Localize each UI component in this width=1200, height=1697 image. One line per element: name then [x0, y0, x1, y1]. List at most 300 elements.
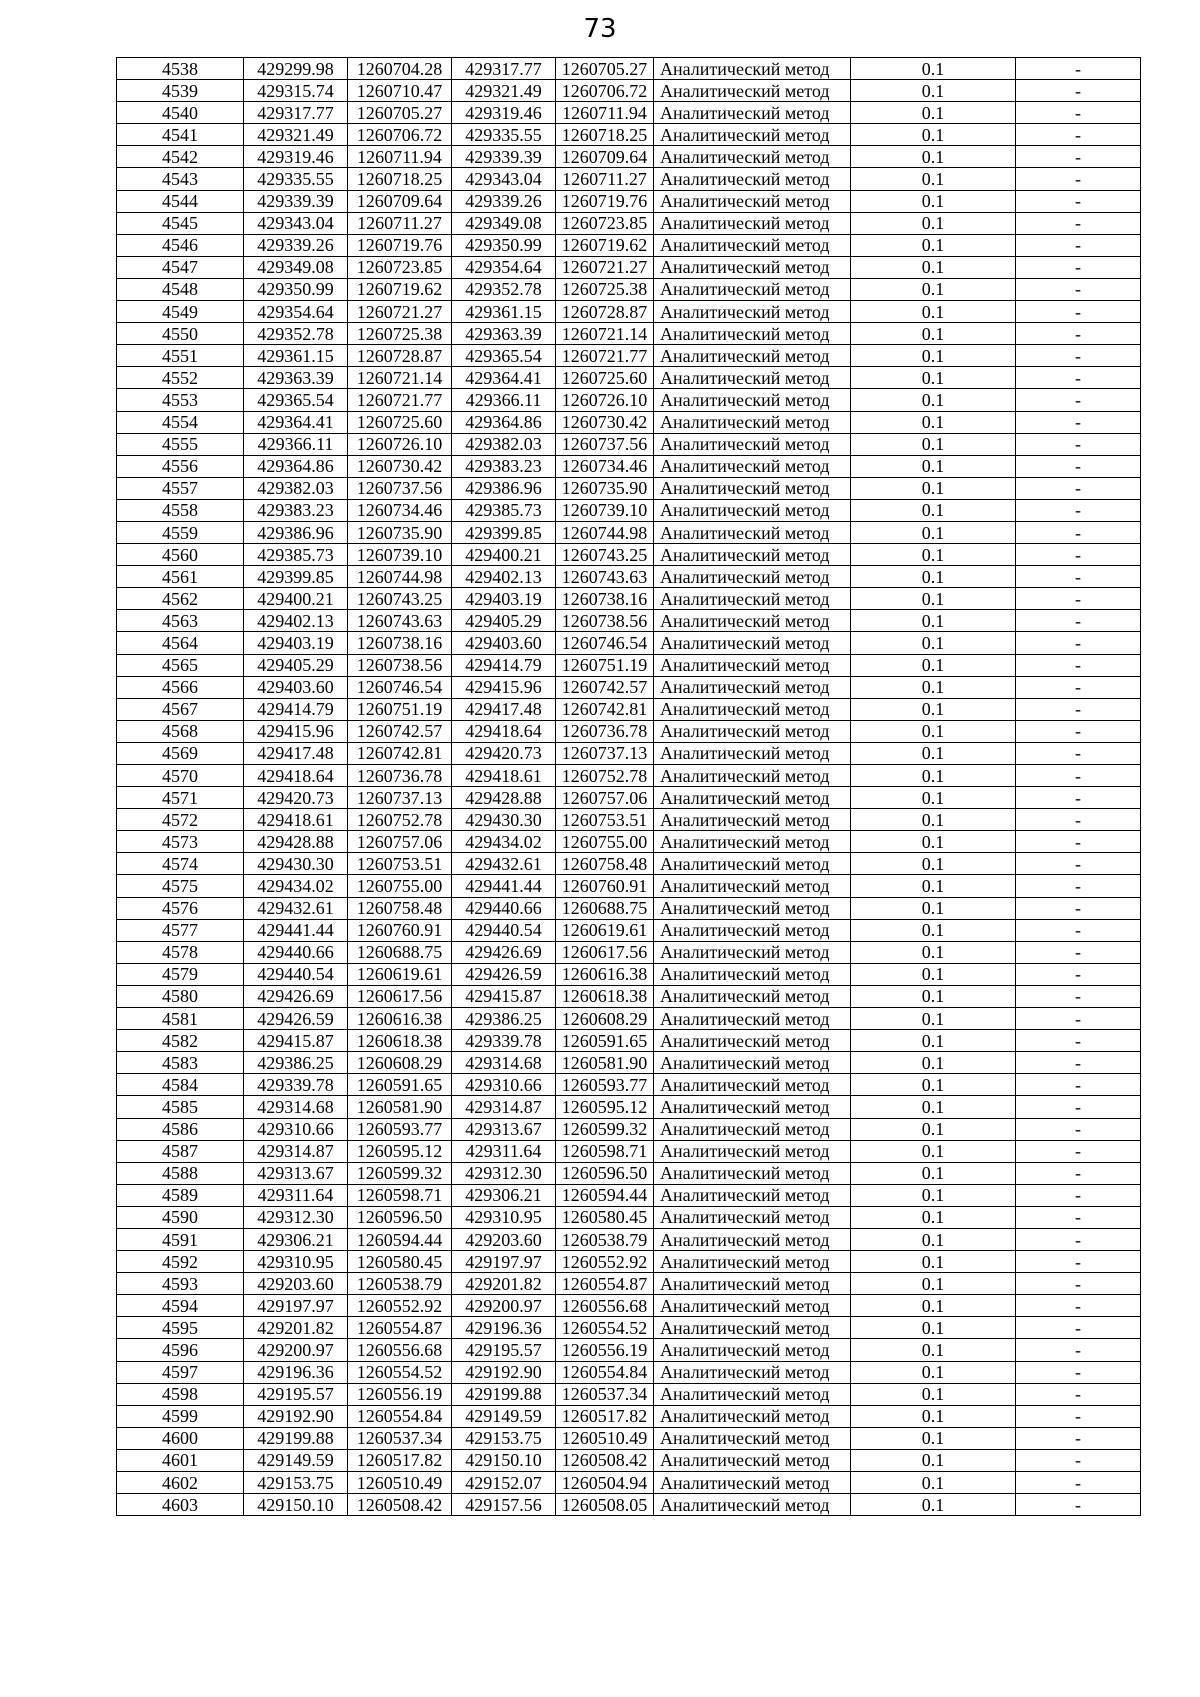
table-row: [117, 941, 1141, 963]
cell-x-end: 429339.39: [452, 146, 556, 168]
cell-y-start: 1260616.38: [348, 1008, 452, 1030]
cell-point-number: 4574: [117, 853, 244, 875]
cell-note: -: [1016, 632, 1141, 654]
cell-method: Аналитический метод: [654, 588, 851, 610]
table-row: [117, 1295, 1141, 1317]
cell-y-end: 1260554.87: [556, 1273, 654, 1295]
cell-note: -: [1016, 1140, 1141, 1162]
cell-note: -: [1016, 720, 1141, 742]
cell-y-end: 1260737.13: [556, 742, 654, 764]
cell-y-end: 1260725.38: [556, 278, 654, 300]
cell-method: Аналитический метод: [654, 323, 851, 345]
table-row: [117, 1361, 1141, 1383]
cell-x-start: 429440.54: [244, 963, 348, 985]
cell-note: -: [1016, 521, 1141, 543]
cell-method: Аналитический метод: [654, 1074, 851, 1096]
cell-note: -: [1016, 1162, 1141, 1184]
table-row: [117, 1472, 1141, 1494]
cell-accuracy: 0.1: [851, 1472, 1016, 1494]
cell-accuracy: 0.1: [851, 831, 1016, 853]
cell-note: -: [1016, 455, 1141, 477]
cell-note: -: [1016, 256, 1141, 278]
cell-point-number: 4566: [117, 676, 244, 698]
cell-x-start: 429414.79: [244, 698, 348, 720]
cell-point-number: 4585: [117, 1096, 244, 1118]
cell-y-end: 1260751.19: [556, 654, 654, 676]
cell-y-end: 1260718.25: [556, 124, 654, 146]
table-row: [117, 1074, 1141, 1096]
cell-accuracy: 0.1: [851, 278, 1016, 300]
cell-point-number: 4575: [117, 875, 244, 897]
cell-x-start: 429349.08: [244, 256, 348, 278]
table-row: [117, 58, 1141, 80]
cell-method: Аналитический метод: [654, 1427, 851, 1449]
table-row: [117, 345, 1141, 367]
cell-note: -: [1016, 765, 1141, 787]
cell-note: -: [1016, 1184, 1141, 1206]
cell-x-start: 429311.64: [244, 1184, 348, 1206]
cell-y-end: 1260760.91: [556, 875, 654, 897]
table-row: [117, 146, 1141, 168]
table-row: [117, 455, 1141, 477]
cell-x-end: 429386.96: [452, 477, 556, 499]
cell-x-end: 429350.99: [452, 234, 556, 256]
table-row: [117, 80, 1141, 102]
cell-note: -: [1016, 698, 1141, 720]
cell-y-end: 1260719.76: [556, 190, 654, 212]
table-row: [117, 212, 1141, 234]
table-row: [117, 1251, 1141, 1273]
cell-y-end: 1260736.78: [556, 720, 654, 742]
cell-y-start: 1260554.52: [348, 1361, 452, 1383]
table-row: [117, 875, 1141, 897]
cell-y-end: 1260726.10: [556, 389, 654, 411]
cell-note: -: [1016, 963, 1141, 985]
cell-x-start: 429366.11: [244, 433, 348, 455]
cell-x-end: 429400.21: [452, 544, 556, 566]
cell-accuracy: 0.1: [851, 499, 1016, 521]
cell-point-number: 4592: [117, 1251, 244, 1273]
cell-y-end: 1260556.19: [556, 1339, 654, 1361]
cell-accuracy: 0.1: [851, 787, 1016, 809]
cell-accuracy: 0.1: [851, 477, 1016, 499]
cell-x-start: 429382.03: [244, 477, 348, 499]
cell-point-number: 4565: [117, 654, 244, 676]
cell-method: Аналитический метод: [654, 1449, 851, 1471]
cell-accuracy: 0.1: [851, 1030, 1016, 1052]
cell-method: Аналитический метод: [654, 256, 851, 278]
cell-y-start: 1260737.13: [348, 787, 452, 809]
cell-method: Аналитический метод: [654, 1494, 851, 1516]
cell-y-end: 1260758.48: [556, 853, 654, 875]
cell-accuracy: 0.1: [851, 190, 1016, 212]
cell-note: -: [1016, 146, 1141, 168]
cell-accuracy: 0.1: [851, 1251, 1016, 1273]
cell-method: Аналитический метод: [654, 521, 851, 543]
cell-y-start: 1260709.64: [348, 190, 452, 212]
table-row: [117, 1449, 1141, 1471]
cell-method: Аналитический метод: [654, 1295, 851, 1317]
cell-x-start: 429335.55: [244, 168, 348, 190]
cell-point-number: 4550: [117, 323, 244, 345]
cell-point-number: 4563: [117, 610, 244, 632]
cell-method: Аналитический метод: [654, 765, 851, 787]
cell-point-number: 4543: [117, 168, 244, 190]
cell-y-end: 1260581.90: [556, 1052, 654, 1074]
cell-x-end: 429399.85: [452, 521, 556, 543]
cell-y-end: 1260746.54: [556, 632, 654, 654]
cell-y-end: 1260617.56: [556, 941, 654, 963]
cell-y-start: 1260738.16: [348, 632, 452, 654]
cell-method: Аналитический метод: [654, 168, 851, 190]
cell-y-start: 1260730.42: [348, 455, 452, 477]
cell-accuracy: 0.1: [851, 1273, 1016, 1295]
cell-y-end: 1260596.50: [556, 1162, 654, 1184]
cell-x-start: 429201.82: [244, 1317, 348, 1339]
cell-y-end: 1260738.16: [556, 588, 654, 610]
cell-x-end: 429403.60: [452, 632, 556, 654]
cell-y-end: 1260738.56: [556, 610, 654, 632]
cell-note: -: [1016, 433, 1141, 455]
cell-accuracy: 0.1: [851, 124, 1016, 146]
cell-x-start: 429314.68: [244, 1096, 348, 1118]
cell-point-number: 4596: [117, 1339, 244, 1361]
cell-point-number: 4562: [117, 588, 244, 610]
cell-note: -: [1016, 676, 1141, 698]
cell-point-number: 4597: [117, 1361, 244, 1383]
cell-method: Аналитический метод: [654, 58, 851, 80]
cell-y-end: 1260688.75: [556, 897, 654, 919]
table-row: [117, 477, 1141, 499]
cell-point-number: 4588: [117, 1162, 244, 1184]
table-row: [117, 1405, 1141, 1427]
cell-x-start: 429440.66: [244, 941, 348, 963]
cell-x-start: 429306.21: [244, 1228, 348, 1250]
cell-x-end: 429312.30: [452, 1162, 556, 1184]
cell-y-end: 1260721.27: [556, 256, 654, 278]
cell-y-end: 1260721.77: [556, 345, 654, 367]
cell-x-end: 429319.46: [452, 102, 556, 124]
cell-accuracy: 0.1: [851, 919, 1016, 941]
cell-note: -: [1016, 1030, 1141, 1052]
table-row: [117, 278, 1141, 300]
cell-y-start: 1260737.56: [348, 477, 452, 499]
cell-x-start: 429418.61: [244, 809, 348, 831]
cell-point-number: 4561: [117, 566, 244, 588]
cell-method: Аналитический метод: [654, 1273, 851, 1295]
cell-note: -: [1016, 477, 1141, 499]
cell-method: Аналитический метод: [654, 367, 851, 389]
cell-y-start: 1260753.51: [348, 853, 452, 875]
cell-x-start: 429339.78: [244, 1074, 348, 1096]
cell-method: Аналитический метод: [654, 566, 851, 588]
cell-note: -: [1016, 742, 1141, 764]
table-row: [117, 787, 1141, 809]
cell-accuracy: 0.1: [851, 455, 1016, 477]
table-row: [117, 190, 1141, 212]
cell-y-end: 1260510.49: [556, 1427, 654, 1449]
cell-note: -: [1016, 168, 1141, 190]
cell-y-start: 1260688.75: [348, 941, 452, 963]
table-row: [117, 765, 1141, 787]
cell-x-start: 429399.85: [244, 566, 348, 588]
cell-note: -: [1016, 919, 1141, 941]
cell-x-end: 429418.61: [452, 765, 556, 787]
page-number: 73: [583, 14, 617, 44]
cell-accuracy: 0.1: [851, 256, 1016, 278]
cell-y-end: 1260595.12: [556, 1096, 654, 1118]
table-row: [117, 234, 1141, 256]
cell-y-end: 1260608.29: [556, 1008, 654, 1030]
cell-accuracy: 0.1: [851, 941, 1016, 963]
cell-method: Аналитический метод: [654, 1052, 851, 1074]
cell-y-end: 1260504.94: [556, 1472, 654, 1494]
cell-method: Аналитический метод: [654, 985, 851, 1007]
cell-x-end: 429418.64: [452, 720, 556, 742]
cell-x-end: 429365.54: [452, 345, 556, 367]
cell-note: -: [1016, 1427, 1141, 1449]
cell-point-number: 4590: [117, 1206, 244, 1228]
cell-method: Аналитический метод: [654, 1339, 851, 1361]
cell-accuracy: 0.1: [851, 1361, 1016, 1383]
cell-note: -: [1016, 809, 1141, 831]
table-row: [117, 566, 1141, 588]
table-body: [117, 58, 1141, 1516]
table-row: [117, 433, 1141, 455]
cell-y-start: 1260725.60: [348, 411, 452, 433]
cell-y-start: 1260723.85: [348, 256, 452, 278]
table-row: [117, 521, 1141, 543]
cell-y-end: 1260752.78: [556, 765, 654, 787]
cell-accuracy: 0.1: [851, 1118, 1016, 1140]
cell-accuracy: 0.1: [851, 1206, 1016, 1228]
cell-note: -: [1016, 58, 1141, 80]
cell-x-end: 429383.23: [452, 455, 556, 477]
cell-y-start: 1260599.32: [348, 1162, 452, 1184]
cell-x-end: 429203.60: [452, 1228, 556, 1250]
cell-point-number: 4539: [117, 80, 244, 102]
cell-accuracy: 0.1: [851, 1317, 1016, 1339]
cell-note: -: [1016, 831, 1141, 853]
cell-method: Аналитический метод: [654, 676, 851, 698]
table-row: [117, 897, 1141, 919]
cell-x-end: 429415.87: [452, 985, 556, 1007]
cell-accuracy: 0.1: [851, 433, 1016, 455]
cell-x-start: 429315.74: [244, 80, 348, 102]
cell-point-number: 4551: [117, 345, 244, 367]
cell-method: Аналитический метод: [654, 1405, 851, 1427]
cell-y-end: 1260709.64: [556, 146, 654, 168]
table-row: [117, 985, 1141, 1007]
cell-x-start: 429385.73: [244, 544, 348, 566]
cell-x-start: 429402.13: [244, 610, 348, 632]
cell-x-end: 429366.11: [452, 389, 556, 411]
cell-point-number: 4541: [117, 124, 244, 146]
cell-y-start: 1260742.57: [348, 720, 452, 742]
cell-method: Аналитический метод: [654, 654, 851, 676]
cell-point-number: 4589: [117, 1184, 244, 1206]
cell-accuracy: 0.1: [851, 1228, 1016, 1250]
cell-method: Аналитический метод: [654, 234, 851, 256]
cell-method: Аналитический метод: [654, 698, 851, 720]
cell-x-start: 429403.19: [244, 632, 348, 654]
cell-point-number: 4556: [117, 455, 244, 477]
cell-x-start: 429321.49: [244, 124, 348, 146]
cell-y-start: 1260556.19: [348, 1383, 452, 1405]
cell-y-end: 1260739.10: [556, 499, 654, 521]
cell-y-start: 1260705.27: [348, 102, 452, 124]
table-row: [117, 809, 1141, 831]
cell-note: -: [1016, 1008, 1141, 1030]
cell-accuracy: 0.1: [851, 1162, 1016, 1184]
cell-y-end: 1260517.82: [556, 1405, 654, 1427]
cell-accuracy: 0.1: [851, 345, 1016, 367]
cell-x-end: 429382.03: [452, 433, 556, 455]
cell-y-end: 1260743.63: [556, 566, 654, 588]
cell-note: -: [1016, 588, 1141, 610]
cell-x-end: 429339.26: [452, 190, 556, 212]
cell-x-end: 429157.56: [452, 1494, 556, 1516]
cell-y-end: 1260593.77: [556, 1074, 654, 1096]
cell-method: Аналитический метод: [654, 433, 851, 455]
cell-point-number: 4558: [117, 499, 244, 521]
cell-x-end: 429441.44: [452, 875, 556, 897]
cell-note: -: [1016, 1096, 1141, 1118]
cell-note: -: [1016, 234, 1141, 256]
cell-x-end: 429306.21: [452, 1184, 556, 1206]
cell-y-start: 1260710.47: [348, 80, 452, 102]
cell-x-start: 429428.88: [244, 831, 348, 853]
cell-y-end: 1260508.42: [556, 1449, 654, 1471]
cell-y-start: 1260752.78: [348, 809, 452, 831]
cell-point-number: 4577: [117, 919, 244, 941]
cell-x-start: 429317.77: [244, 102, 348, 124]
cell-x-start: 429310.95: [244, 1251, 348, 1273]
cell-method: Аналитический метод: [654, 853, 851, 875]
cell-point-number: 4593: [117, 1273, 244, 1295]
cell-y-end: 1260728.87: [556, 301, 654, 323]
cell-y-end: 1260734.46: [556, 455, 654, 477]
cell-y-start: 1260593.77: [348, 1118, 452, 1140]
cell-method: Аналитический метод: [654, 1361, 851, 1383]
cell-note: -: [1016, 411, 1141, 433]
cell-x-start: 429299.98: [244, 58, 348, 80]
cell-x-start: 429339.39: [244, 190, 348, 212]
cell-x-start: 429350.99: [244, 278, 348, 300]
cell-accuracy: 0.1: [851, 1074, 1016, 1096]
cell-accuracy: 0.1: [851, 875, 1016, 897]
cell-x-start: 429426.69: [244, 985, 348, 1007]
cell-x-start: 429432.61: [244, 897, 348, 919]
cell-x-end: 429440.66: [452, 897, 556, 919]
cell-point-number: 4584: [117, 1074, 244, 1096]
cell-note: -: [1016, 1449, 1141, 1471]
cell-y-start: 1260538.79: [348, 1273, 452, 1295]
table-row: [117, 1184, 1141, 1206]
cell-accuracy: 0.1: [851, 588, 1016, 610]
cell-note: -: [1016, 544, 1141, 566]
cell-note: -: [1016, 80, 1141, 102]
cell-x-end: 429335.55: [452, 124, 556, 146]
table-row: [117, 1206, 1141, 1228]
cell-x-start: 429314.87: [244, 1140, 348, 1162]
cell-note: -: [1016, 1405, 1141, 1427]
cell-accuracy: 0.1: [851, 389, 1016, 411]
table-row: [117, 1118, 1141, 1140]
table-row: [117, 588, 1141, 610]
cell-x-start: 429196.36: [244, 1361, 348, 1383]
cell-method: Аналитический метод: [654, 1096, 851, 1118]
table-row: [117, 963, 1141, 985]
cell-x-start: 429149.59: [244, 1449, 348, 1471]
cell-accuracy: 0.1: [851, 544, 1016, 566]
table-row: [117, 1317, 1141, 1339]
cell-y-start: 1260617.56: [348, 985, 452, 1007]
cell-x-end: 429339.78: [452, 1030, 556, 1052]
cell-accuracy: 0.1: [851, 1494, 1016, 1516]
cell-x-start: 429200.97: [244, 1339, 348, 1361]
cell-accuracy: 0.1: [851, 632, 1016, 654]
cell-point-number: 4542: [117, 146, 244, 168]
cell-point-number: 4581: [117, 1008, 244, 1030]
cell-y-start: 1260517.82: [348, 1449, 452, 1471]
cell-x-end: 429314.87: [452, 1096, 556, 1118]
cell-accuracy: 0.1: [851, 102, 1016, 124]
table-row: [117, 742, 1141, 764]
cell-accuracy: 0.1: [851, 853, 1016, 875]
cell-y-start: 1260704.28: [348, 58, 452, 80]
cell-note: -: [1016, 654, 1141, 676]
cell-y-start: 1260537.34: [348, 1427, 452, 1449]
cell-y-start: 1260742.81: [348, 742, 452, 764]
cell-y-end: 1260744.98: [556, 521, 654, 543]
cell-note: -: [1016, 212, 1141, 234]
cell-point-number: 4554: [117, 411, 244, 433]
cell-note: -: [1016, 278, 1141, 300]
table-row: [117, 1494, 1141, 1516]
cell-accuracy: 0.1: [851, 1096, 1016, 1118]
table-row: [117, 1273, 1141, 1295]
cell-point-number: 4582: [117, 1030, 244, 1052]
cell-accuracy: 0.1: [851, 676, 1016, 698]
cell-point-number: 4567: [117, 698, 244, 720]
cell-method: Аналитический метод: [654, 1317, 851, 1339]
table-row: [117, 367, 1141, 389]
cell-x-end: 429364.41: [452, 367, 556, 389]
cell-y-start: 1260596.50: [348, 1206, 452, 1228]
cell-point-number: 4559: [117, 521, 244, 543]
cell-point-number: 4555: [117, 433, 244, 455]
cell-note: -: [1016, 1295, 1141, 1317]
cell-y-end: 1260742.57: [556, 676, 654, 698]
cell-point-number: 4598: [117, 1383, 244, 1405]
cell-y-start: 1260591.65: [348, 1074, 452, 1096]
cell-method: Аналитический метод: [654, 1140, 851, 1162]
cell-note: -: [1016, 323, 1141, 345]
cell-point-number: 4602: [117, 1472, 244, 1494]
cell-y-start: 1260728.87: [348, 345, 452, 367]
cell-x-start: 429150.10: [244, 1494, 348, 1516]
table-row: [117, 301, 1141, 323]
cell-method: Аналитический метод: [654, 80, 851, 102]
cell-accuracy: 0.1: [851, 58, 1016, 80]
cell-x-end: 429403.19: [452, 588, 556, 610]
table-row: [117, 389, 1141, 411]
cell-y-start: 1260726.10: [348, 433, 452, 455]
table-row: [117, 1096, 1141, 1118]
cell-accuracy: 0.1: [851, 654, 1016, 676]
cell-method: Аналитический метод: [654, 124, 851, 146]
